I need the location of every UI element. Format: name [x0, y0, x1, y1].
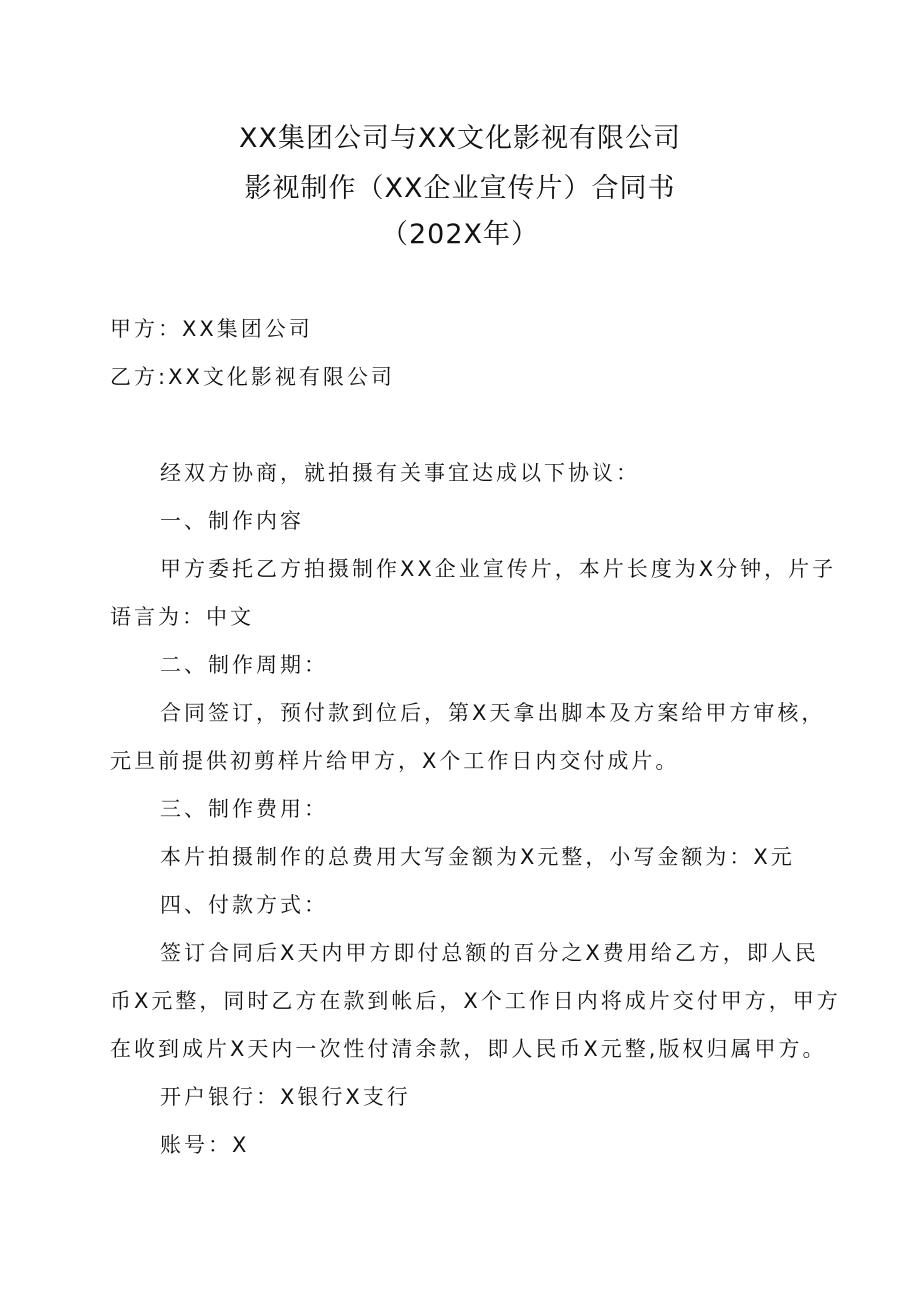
title-line-2: 影视制作（XX企业宣传片）合同书 [244, 173, 676, 204]
section-4-text: 在收到成片X天内一次性付清余款，即人民币X元整,版权归属甲方。 [110, 1037, 827, 1061]
section-3-heading: 三、制作费用： [160, 797, 328, 821]
section-1-text: 甲方委托乙方拍摄制作XX企业宣传片，本片长度为X分钟，片子 [160, 557, 837, 581]
section-2-heading: 二、制作周期： [160, 653, 328, 677]
title-line-3: （202X年） [380, 219, 540, 250]
section-1-text: 语言为：中文 [110, 605, 254, 629]
section-4-heading: 四、付款方式： [160, 893, 328, 917]
section-4-text: 签订合同后X天内甲方即付总额的百分之X费用给乙方，即人民 [160, 941, 819, 965]
section-4-text: 币X元整，同时乙方在款到帐后，X个工作日内将成片交付甲方，甲方 [110, 989, 841, 1013]
section-2-text: 合同签订，预付款到位后，第X天拿出脚本及方案给甲方审核， [160, 701, 826, 725]
bank-info: 开户银行：X银行X支行 [160, 1085, 411, 1109]
section-1-heading: 一、制作内容 [160, 509, 304, 533]
section-2-text: 元旦前提供初剪样片给甲方，X个工作日内交付成片。 [110, 749, 680, 773]
account-info: 账号：X [160, 1133, 250, 1157]
title-line-1: XX集团公司与XX文化影视有限公司 [239, 123, 681, 154]
party-b: 乙方:XX文化影视有限公司 [110, 365, 395, 389]
intro-text: 经双方协商，就拍摄有关事宜达成以下协议： [160, 461, 640, 485]
section-3-text: 本片拍摄制作的总费用大写金额为X元整，小写金额为：X元 [160, 845, 795, 869]
party-a: 甲方：XX集团公司 [110, 317, 313, 341]
